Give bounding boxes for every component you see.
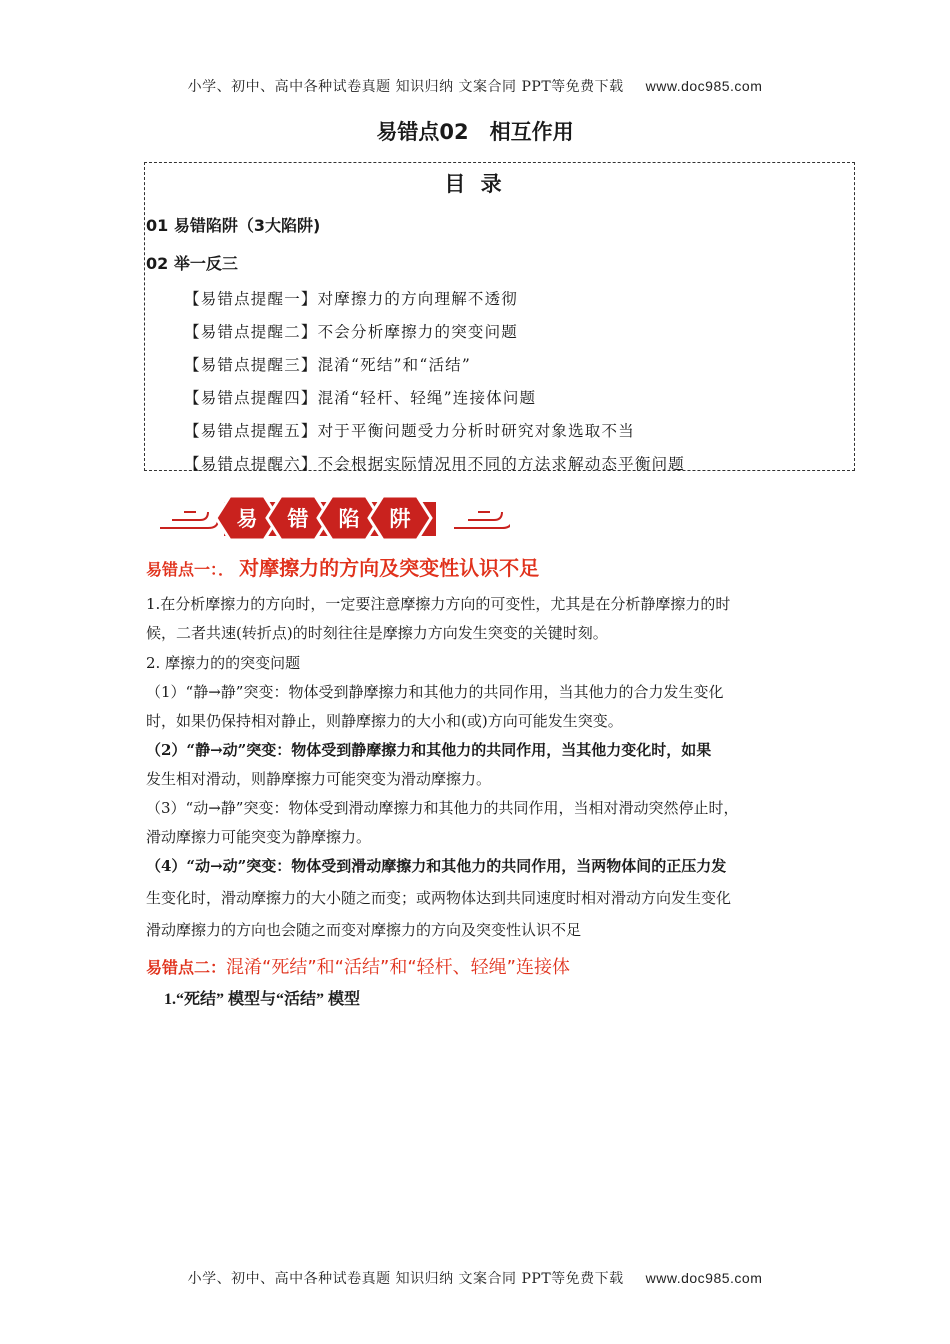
paragraph-line: 2. 摩擦力的的突变问题 (146, 654, 301, 672)
page-footer (0, 1268, 950, 1288)
paragraph-line: 发生相对滑动，则静摩擦力可能突变为滑动摩擦力。 (146, 770, 492, 788)
banner-char: 易 (236, 507, 258, 531)
toc-item: 【易错点提醒一】对摩擦力的方向理解不透彻 (184, 290, 519, 308)
toc-heading: 目 录 (444, 172, 506, 196)
toc-item: 【易错点提醒五】对于平衡问题受力分析时研究对象选取不当 (184, 422, 635, 440)
header-site[interactable]: www.doc985.com (645, 78, 763, 94)
paragraph-line: （3）“动→静”突变：物体受到滑动摩擦力和其他力的共同作用，当相对滑动突然停止时， (146, 799, 739, 817)
paragraph-line: 1.在分析摩擦力的方向时，一定要注意摩擦力方向的可变性，尤其是在分析静摩擦力的时 (146, 595, 731, 613)
footer-text: 小学、初中、高中各种试卷真题 知识归纳 文案合同 PPT等免费下载 (187, 1271, 624, 1287)
paragraph-line: 候，二者共速(转折点)的时刻往往是摩擦力方向发生突变的关键时刻。 (146, 624, 608, 642)
banner-char: 错 (287, 507, 309, 531)
error-point-2-heading: 易错点二：混淆“死结”和“活结”和“轻杆、轻绳”连接体 (146, 957, 570, 978)
banner-char: 陷 (338, 507, 360, 531)
toc-item: 【易错点提醒六】不会根据实际情况用不同的方法求解动态平衡问题 (184, 455, 686, 473)
paragraph-line: 滑动摩擦力可能突变为静摩擦力。 (146, 828, 372, 846)
toc-item: 【易错点提醒三】混淆“死结”和“活结” (184, 356, 471, 374)
paragraph-line: 滑动摩擦力的方向也会随之而变对摩擦力的方向及突变性认识不足 (146, 921, 582, 939)
section-banner (150, 490, 510, 546)
error-point-1-heading: 易错点一：． 对摩擦力的方向及突变性认识不足 (146, 556, 540, 580)
toc-item: 【易错点提醒四】混淆“轻杆、轻绳”连接体问题 (184, 389, 537, 407)
paragraph-line: （4）“动→动”突变：物体受到滑动摩擦力和其他力的共同作用，当两物体间的正压力发 (146, 857, 727, 875)
document-title: 易错点02 相互作用 (376, 120, 574, 144)
model-subheading: 1.“死结” 模型与“活结” 模型 (164, 991, 361, 1008)
toc-section-1: 01 易错陷阱（3大陷阱) (146, 216, 321, 235)
paragraph-line: 时，如果仍保持相对静止，则静摩擦力的大小和(或)方向可能发生突变。 (146, 712, 623, 730)
paragraph-line: （2）“静→动”突变：物体受到静摩擦力和其他力的共同作用，当其他力变化时，如果 (146, 741, 712, 759)
header-text: 小学、初中、高中各种试卷真题 知识归纳 文案合同 PPT等免费下载 (187, 79, 624, 95)
paragraph-line: 生变化时，滑动摩擦力的大小随之而变；或两物体达到共同速度时相对滑动方向发生变化 (146, 889, 732, 907)
banner-char: 阱 (389, 507, 411, 531)
toc-section-2: 02 举一反三 (146, 254, 238, 273)
page-header (0, 76, 950, 96)
toc-item: 【易错点提醒二】不会分析摩擦力的突变问题 (184, 323, 519, 341)
paragraph-line: （1）“静→静”突变：物体受到静摩擦力和其他力的共同作用，当其他力的合力发生变化 (146, 683, 724, 701)
footer-site[interactable]: www.doc985.com (645, 1270, 763, 1286)
